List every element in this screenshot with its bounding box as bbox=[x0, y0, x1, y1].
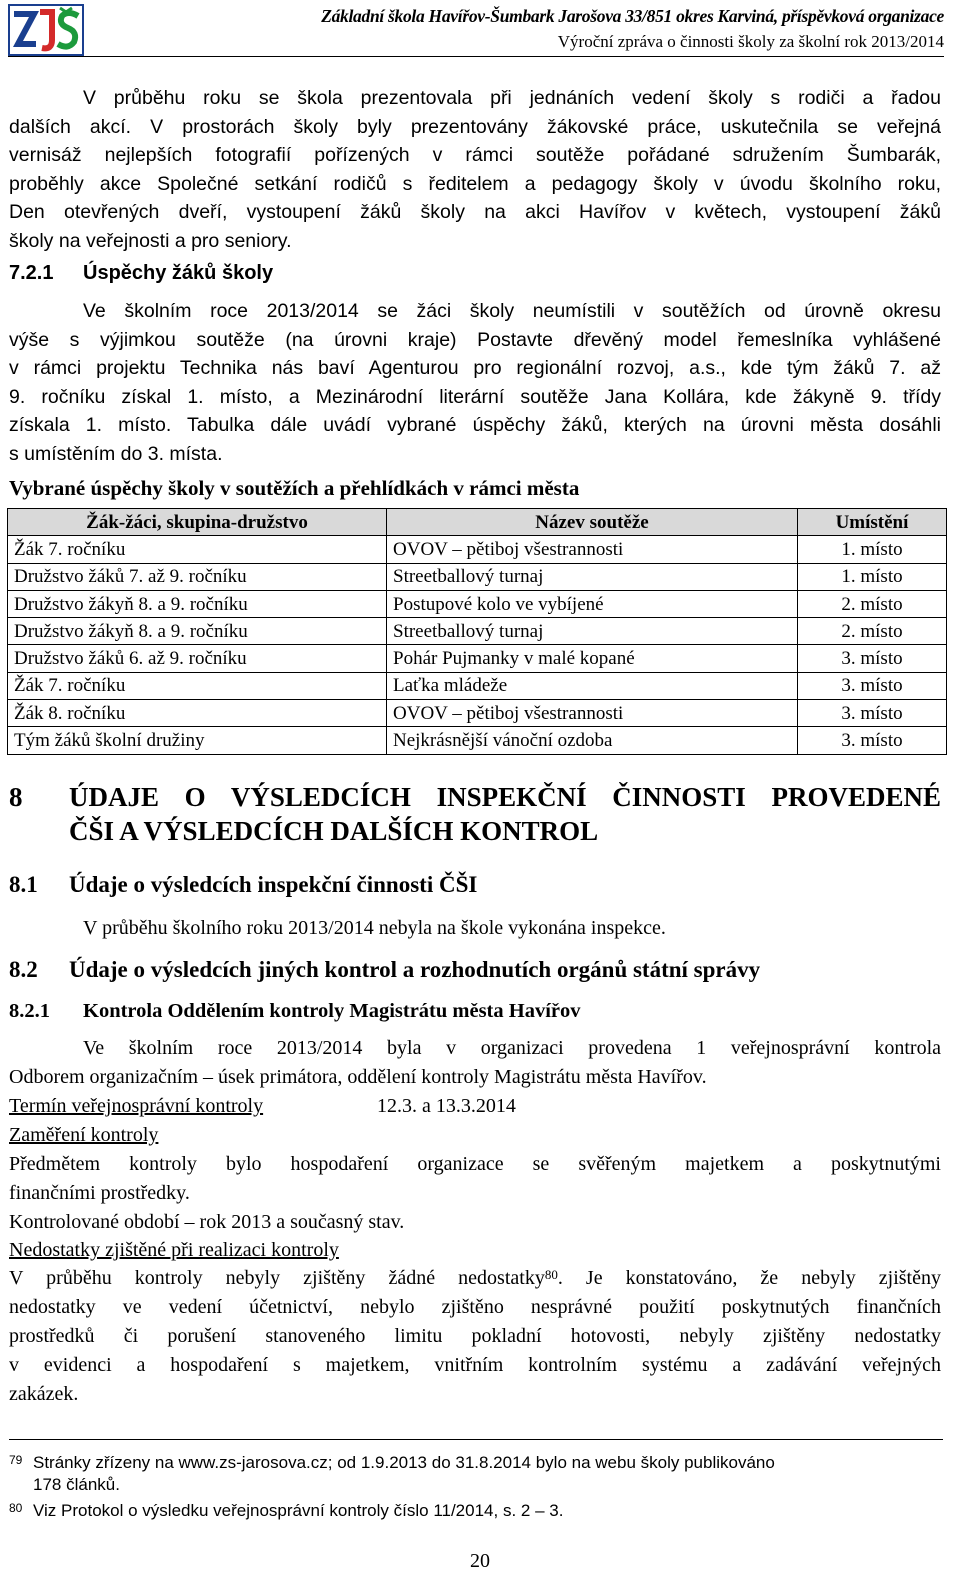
chapter-title-line: ÚDAJE O VÝSLEDCÍCH INSPEKČNÍ ČINNOSTI PROVEDENÉ bbox=[69, 782, 941, 812]
table-cell: 3. místo bbox=[798, 700, 947, 727]
paragraph-line: Odborem organizačním – úsek primátora, oddělení kontroly Magistrátu města Havířov. bbox=[9, 1066, 707, 1088]
table-cell: Laťka mládeže bbox=[387, 672, 798, 699]
table-cell: Družstvo žáků 7. až 9. ročníku bbox=[8, 563, 387, 590]
footnote-79 bbox=[9, 1452, 943, 1494]
paragraph-line: Ve školním roce 2013/2014 byla v organizaci provedena 1 veřejnosprávní kontrola bbox=[83, 1037, 941, 1059]
footnote-divider bbox=[9, 1439, 943, 1440]
section-number: 7.2.1 bbox=[9, 262, 54, 284]
section-title: Kontrola Oddělením kontroly Magistrátu města Havířov bbox=[83, 1000, 581, 1022]
table-cell: Žák 8. ročníku bbox=[8, 700, 387, 727]
control-defects-paragraph bbox=[9, 1264, 941, 1409]
table-header-row bbox=[8, 509, 947, 536]
footnote-reference[interactable]: 80 bbox=[544, 1267, 558, 1282]
column-header: Název soutěže bbox=[387, 509, 798, 536]
page-number: 20 bbox=[470, 1550, 490, 1572]
footnote-body bbox=[33, 1500, 943, 1522]
column-header: Umístění bbox=[798, 509, 947, 536]
control-period: Kontrolované období – rok 2013 a současný stav. bbox=[9, 1211, 405, 1233]
table-cell: Nejkrásnější vánoční ozdoba bbox=[387, 727, 798, 754]
control-focus-label: Zaměření kontroly bbox=[9, 1124, 159, 1146]
footnote-line: Stránky zřízeny na www.zs-jarosova.cz; od 1.9.2013 do 31.8.2014 bylo na webu školy publikováno bbox=[33, 1453, 775, 1472]
header-school-name: Základní škola Havířov-Šumbark Jarošova 33/851 okres Karviná, příspěvková organizace bbox=[321, 6, 944, 26]
paragraph-line: dalších akcí. V prostorách školy byly prezentovány žákovské práce, uskutečnila se veřejná bbox=[9, 115, 941, 138]
paragraph-line: s umístěním do 3. místa. bbox=[9, 442, 223, 465]
paragraph-line: proběhly akce Společné setkání rodičů s ředitelem a pedagogy školy v úvodu školního roku, bbox=[9, 172, 941, 195]
chapter-title-line: ČŠI A VÝSLEDCÍCH DALŠÍCH KONTROL bbox=[69, 816, 599, 846]
table-row bbox=[8, 618, 947, 645]
table-cell: Tým žáků školní družiny bbox=[8, 727, 387, 754]
table-row bbox=[8, 645, 947, 672]
section-number: 8.2.1 bbox=[9, 1000, 50, 1022]
section-title: Údaje o výsledcích inspekční činnosti ČŠI bbox=[69, 872, 478, 897]
paragraph-line: Den otevřených dveří, vystoupení žáků školy na akci Havířov v květech, vystoupení žáků bbox=[9, 201, 941, 223]
paragraph-line bbox=[9, 1264, 941, 1293]
table-cell: Streetballový turnaj bbox=[387, 618, 798, 645]
table-cell: 3. místo bbox=[798, 645, 947, 672]
table-row bbox=[8, 563, 947, 590]
section-title: Údaje o výsledcích jiných kontrol a rozhodnutích orgánů státní správy bbox=[69, 957, 761, 982]
table-row bbox=[8, 672, 947, 699]
table-cell: Družstvo žákyň 8. a 9. ročníku bbox=[8, 618, 387, 645]
control-term-label: Termín veřejnosprávní kontroly bbox=[9, 1095, 264, 1117]
paragraph-line: finančními prostředky. bbox=[9, 1182, 190, 1204]
text-run: V průběhu kontroly nebyly zjištěny žádné nedostatky bbox=[9, 1267, 545, 1289]
header-divider bbox=[8, 56, 944, 57]
control-defects-label: Nedostatky zjištěné při realizaci kontroly bbox=[9, 1239, 339, 1261]
paragraph-line: výše s výjimkou soutěže (na úrovni kraje) Postavte dřevěný model řemeslníka vyhlášené bbox=[9, 328, 941, 351]
footnote-line: Viz Protokol o výsledku veřejnosprávní kontroly číslo 11/2014, s. 2 – 3. bbox=[33, 1501, 564, 1520]
paragraph-line: školy na veřejnosti a pro seniory. bbox=[9, 229, 292, 252]
paragraph-line: Předmětem kontroly bylo hospodaření organizace se svěřeným majetkem a poskytnutými bbox=[9, 1153, 941, 1175]
control-focus-paragraph bbox=[9, 1150, 941, 1208]
table-row bbox=[8, 727, 947, 754]
table-cell: Streetballový turnaj bbox=[387, 563, 798, 590]
table-cell: Družstvo žákyň 8. a 9. ročníku bbox=[8, 590, 387, 617]
footnote-number: 80 bbox=[9, 1501, 23, 1515]
table-cell: Žák 7. ročníku bbox=[8, 536, 387, 563]
section-heading-8-2-1 bbox=[9, 1000, 581, 1023]
section-heading-7-2-1 bbox=[9, 262, 273, 285]
text-run: . Je konstatováno, že nebyly zjištěny bbox=[557, 1267, 941, 1289]
chapter-number: 8 bbox=[9, 782, 23, 812]
table-row bbox=[8, 700, 947, 727]
paragraph-line: nedostatky ve vedení účetnictví, nebylo zjištěno nesprávné použití poskytnutých finančních bbox=[9, 1296, 941, 1318]
table-row bbox=[8, 590, 947, 617]
paragraph-line: Ve školním roce 2013/2014 se žáci školy neumístili v soutěžích od úrovně okresu bbox=[83, 300, 941, 322]
results-table bbox=[7, 508, 947, 755]
paragraph-line: 9. ročníku získal 1. místo, a Mezinárodní literární soutěže Jana Kollára, kde žákyně 9. třídy bbox=[9, 385, 941, 408]
section-heading-8-2 bbox=[9, 957, 760, 983]
table-cell: OVOV – pětiboj všestrannosti bbox=[387, 536, 798, 563]
school-logo bbox=[8, 4, 84, 56]
chapter-heading-8 bbox=[9, 780, 941, 848]
table-cell: Družstvo žáků 6. až 9. ročníku bbox=[8, 645, 387, 672]
table-cell: 2. místo bbox=[798, 618, 947, 645]
paragraph-line: zakázek. bbox=[9, 1383, 79, 1405]
control-intro bbox=[9, 1034, 941, 1092]
table-cell: 3. místo bbox=[798, 672, 947, 699]
footnote-80 bbox=[9, 1500, 943, 1522]
section-title: Úspěchy žáků školy bbox=[83, 262, 274, 284]
footnote-body bbox=[33, 1452, 943, 1496]
successes-paragraph bbox=[9, 297, 941, 468]
section-number: 8.1 bbox=[9, 872, 38, 897]
table-cell: OVOV – pětiboj všestrannosti bbox=[387, 700, 798, 727]
table-cell: Žák 7. ročníku bbox=[8, 672, 387, 699]
table-cell: Pohár Pujmanky v malé kopané bbox=[387, 645, 798, 672]
footnote-number: 79 bbox=[9, 1453, 23, 1467]
paragraph-line: v rámci projektu Technika nás baví Agenturou pro regionální rozvoj, a.s., kde tým žáků 7. až bbox=[9, 357, 941, 379]
paragraph-line: získala 1. místo. Tabulka dále uvádí vybrané úspěchy žáků, kterých na úrovni města dosáhli bbox=[9, 414, 941, 436]
footnote-line: 178 článků. bbox=[33, 1475, 120, 1494]
section-heading-8-1 bbox=[9, 872, 477, 898]
control-term-row bbox=[9, 1092, 263, 1121]
header-report-title: Výroční zpráva o činnosti školy za školní rok 2013/2014 bbox=[557, 32, 944, 51]
paragraph-line: v evidenci a hospodaření s majetkem, vnitřním kontrolním systému a zadávání veřejných bbox=[9, 1354, 941, 1376]
table-cell: 2. místo bbox=[798, 590, 947, 617]
paragraph-line: V průběhu roku se škola prezentovala při jednáních vedení školy s rodiči a řadou bbox=[83, 87, 941, 109]
table-title: Vybrané úspěchy školy v soutěžích a přehlídkách v rámci města bbox=[9, 476, 580, 500]
paragraph-line: prostředků či porušení stanoveného limitu pokladní hotovosti, nebyly zjištěny nedostatky bbox=[9, 1325, 941, 1347]
section-number: 8.2 bbox=[9, 957, 38, 982]
inspection-text: V průběhu školního roku 2013/2014 nebyla na škole vykonána inspekce. bbox=[83, 917, 666, 939]
table-cell: 3. místo bbox=[798, 727, 947, 754]
paragraph-line: vernisáž nejlepších fotografií pořízených v rámci soutěže pořádané sdružením Šumbarák, bbox=[9, 144, 941, 166]
intro-paragraph bbox=[9, 84, 941, 255]
table-cell: Postupové kolo ve vybíjené bbox=[387, 590, 798, 617]
table-cell: 1. místo bbox=[798, 563, 947, 590]
table-row bbox=[8, 536, 947, 563]
control-term-value: 12.3. a 13.3.2014 bbox=[377, 1095, 516, 1117]
column-header: Žák-žáci, skupina-družstvo bbox=[8, 509, 387, 536]
table-cell: 1. místo bbox=[798, 536, 947, 563]
